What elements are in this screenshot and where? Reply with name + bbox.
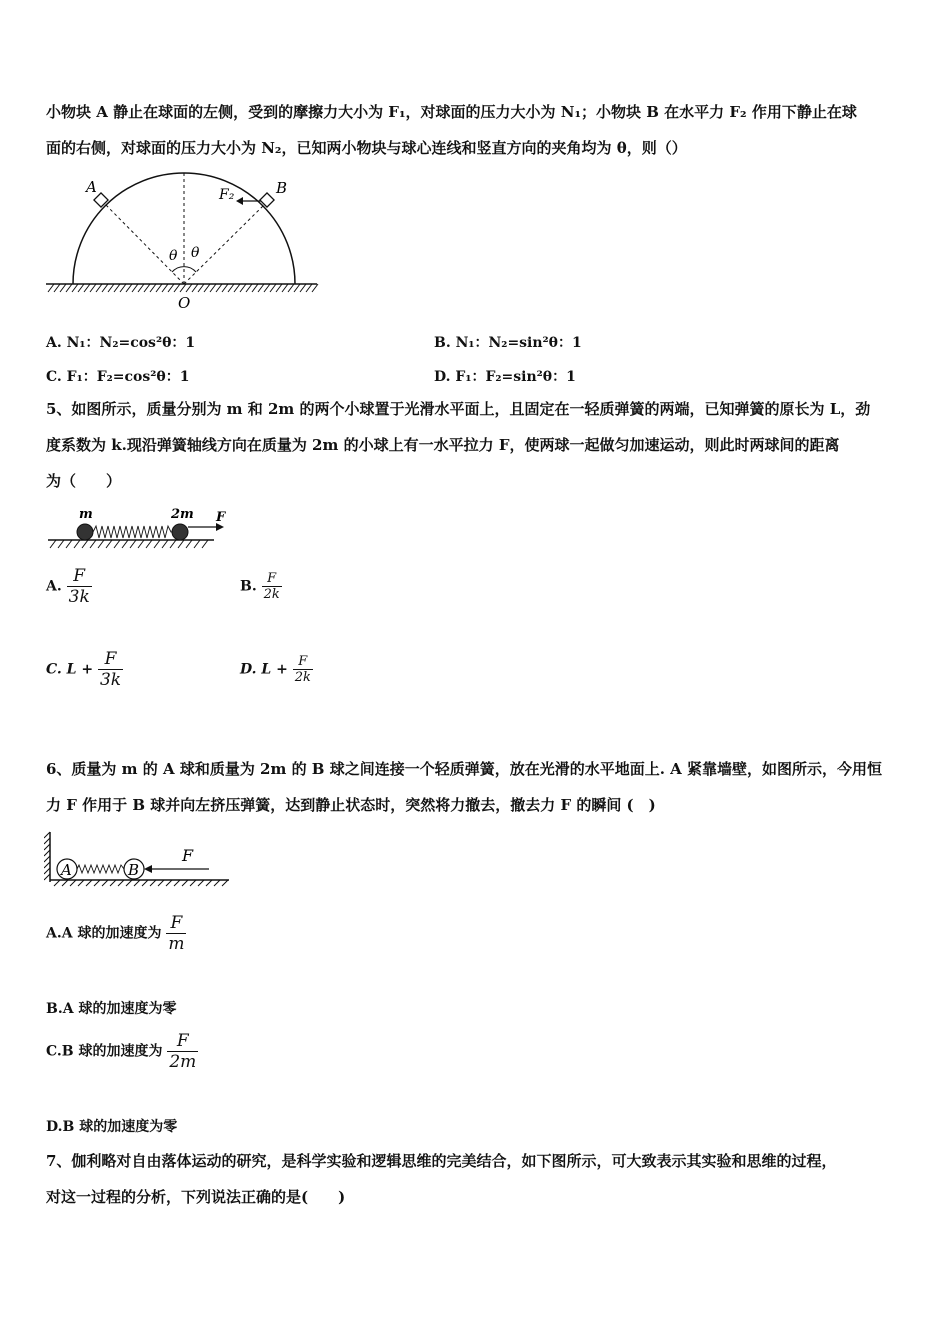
- q6-line1: 6、质量为 m 的 A 球和质量为 2m 的 B 球之间连接一个轻质弹簧，放在光滑的水平地面上. A 紧靠墙壁，如图所示，今用恒: [46, 760, 883, 778]
- q5-d-num: F: [293, 654, 313, 670]
- q5-option-b[interactable]: [240, 571, 282, 602]
- q5-option-c[interactable]: [46, 649, 123, 690]
- q6-option-c-text: C.B 球的加速度为: [46, 1043, 163, 1060]
- q7-line1: 7、伽利略对自由落体运动的研究，是科学实验和逻辑思维的完美结合，如下图所示，可大致表示其实验和思维的过程，: [46, 1152, 837, 1170]
- label-theta-1: θ: [169, 248, 178, 264]
- q5-option-c-prefix: C. L +: [46, 661, 94, 678]
- q5-a-num: F: [67, 566, 92, 587]
- label-a: A: [61, 861, 72, 879]
- q5-option-d[interactable]: [240, 654, 313, 685]
- q5-option-a-prefix: A.: [46, 578, 62, 595]
- q4-stem: [46, 94, 906, 166]
- q5-c-den: 3k: [99, 670, 122, 690]
- q6-option-a-text: A.A 球的加速度为: [46, 925, 162, 942]
- q5-figure: [44, 503, 244, 553]
- label-2m: 2m: [171, 507, 194, 522]
- q5-line1: 5、如图所示，质量分别为 m 和 2m 的两个小球置于光滑水平面上，且固定在一轻质弹簧的两端，已知弹簧的原长为 L，劲: [46, 400, 871, 418]
- q4-line1: 小物块 A 静止在球面的左侧，受到的摩擦力大小为 F₁，对球面的压力大小为 N₁；小物块 B 在水平力 F₂ 作用下静止在球: [46, 103, 857, 121]
- q6-c-num: F: [167, 1031, 198, 1052]
- q4-option-c[interactable]: C. F₁：F₂=cos²θ：1: [46, 369, 190, 385]
- q5-a-den: 3k: [68, 587, 90, 607]
- q6-stem: [46, 751, 906, 823]
- q5-line3: 为（ ）: [46, 472, 122, 490]
- label-theta-2: θ: [191, 245, 200, 261]
- q4-option-d[interactable]: D. F₁：F₂=sin²θ：1: [434, 369, 576, 385]
- q7-stem: [46, 1143, 906, 1215]
- q6-c-den: 2m: [169, 1052, 197, 1072]
- ball-2m: [172, 524, 188, 540]
- label-o: O: [178, 294, 191, 312]
- q6-line2: 力 F 作用于 B 球并向左挤压弹簧，达到静止状态时，突然将力撤去，撤去力 F 的瞬间 ( ): [46, 796, 656, 814]
- label-b: B: [128, 861, 140, 879]
- q4-figure: [44, 165, 324, 315]
- label-a: A: [86, 178, 97, 196]
- q5-c-num: F: [98, 649, 123, 670]
- q7-line2: 对这一过程的分析，下列说法正确的是( ): [46, 1188, 346, 1206]
- label-b: B: [276, 179, 288, 197]
- label-f: F: [182, 846, 194, 865]
- q5-option-a-fraction: [67, 566, 92, 607]
- spring: [77, 865, 124, 873]
- ball-m: [77, 524, 93, 540]
- q6-option-a[interactable]: [46, 913, 186, 954]
- q6-option-a-fraction: [166, 913, 186, 954]
- q5-option-a[interactable]: [46, 566, 92, 607]
- q5-option-d-fraction: [293, 654, 313, 685]
- label-f: F: [216, 510, 226, 525]
- q5-b-num: F: [262, 571, 282, 587]
- q5-option-c-fraction: [98, 649, 123, 690]
- spring: [93, 526, 172, 538]
- q6-option-c[interactable]: [46, 1031, 198, 1072]
- q6-a-num: F: [166, 913, 186, 934]
- q6-a-den: m: [168, 934, 185, 954]
- label-m: m: [79, 507, 93, 522]
- q5-d-den: 2k: [294, 670, 311, 685]
- q4-line2: 面的右侧，对球面的压力大小为 N₂，已知两小物块与球心连线和竖直方向的夹角均为 θ，则（）: [46, 139, 687, 157]
- q6-option-c-fraction: [167, 1031, 198, 1072]
- q6-figure: [44, 828, 234, 890]
- q4-option-a[interactable]: A. N₁：N₂=cos²θ：1: [46, 335, 196, 351]
- q5-b-den: 2k: [263, 587, 280, 602]
- q5-stem: [46, 391, 906, 499]
- q5-option-b-fraction: [262, 571, 282, 602]
- q5-option-d-prefix: D. L +: [240, 661, 288, 678]
- q5-line2: 度系数为 k.现沿弹簧轴线方向在质量为 2m 的小球上有一水平拉力 F，使两球一起做匀加速运动，则此时两球间的距离: [46, 436, 840, 454]
- q6-option-d[interactable]: D.B 球的加速度为零: [46, 1119, 178, 1135]
- q5-option-b-prefix: B.: [240, 578, 257, 595]
- q6-option-b[interactable]: B.A 球的加速度为零: [46, 1001, 177, 1017]
- label-f2: F₂: [219, 187, 235, 203]
- q4-option-b[interactable]: B. N₁：N₂=sin²θ：1: [434, 335, 582, 351]
